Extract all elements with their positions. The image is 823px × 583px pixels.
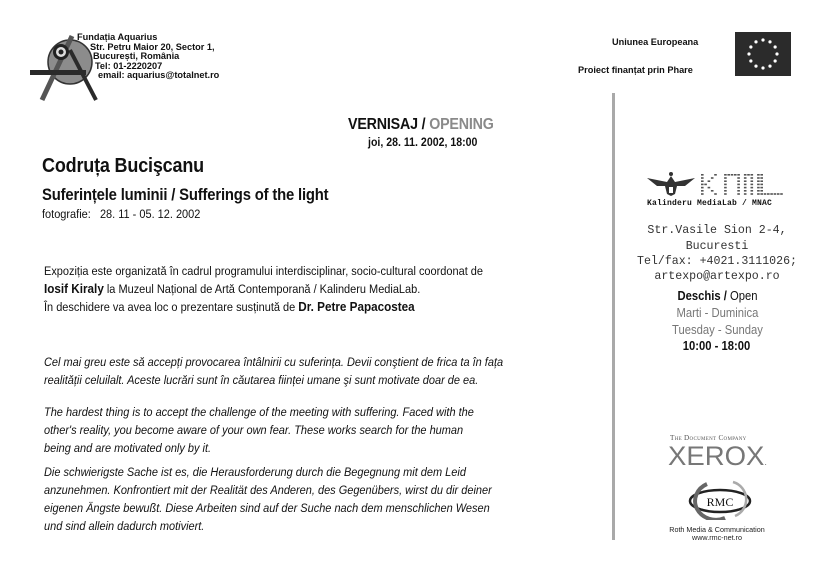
open-hours-text: 10:00 - 18:00 — [683, 339, 751, 353]
kml-logo-dot — [751, 177, 754, 179]
organizer-street: Str. Petru Maior 20, Sector 1, — [90, 41, 215, 52]
vernisaj-label: VERNISAJ / — [348, 116, 426, 133]
kml-logo-dot — [760, 184, 763, 186]
kml-logo-dot — [757, 180, 760, 182]
open-days-ro — [617, 306, 817, 320]
dates-label: fotografie: — [42, 207, 91, 221]
kml-logo-dot — [734, 174, 737, 176]
eu-star — [768, 40, 771, 43]
kml-logo-dot — [737, 193, 740, 195]
kml-logo-dot — [760, 190, 763, 192]
kml-logo-dot — [774, 193, 777, 195]
eu-star — [774, 45, 777, 48]
open-heading — [617, 289, 817, 303]
eu-star — [754, 40, 757, 43]
organizer-city: București, România — [93, 51, 180, 62]
statement-en-line: being and are motivated only by it. — [44, 441, 212, 455]
kml-logo-dot — [760, 177, 763, 179]
kml-logo-dot — [760, 174, 763, 176]
kml-logo-dot — [751, 174, 754, 176]
rmc-company-name: Roth Media & Communication — [669, 525, 765, 534]
presenter-name: Dr. Petre Papacostea — [298, 299, 415, 314]
statement-de-line: eigenen Ängste bewußt. Diese Arbeiten sind auf der Suche nach dem menschlichen Wesen — [44, 501, 490, 515]
kml-logo-dot — [701, 180, 704, 182]
organizer-name: Fundația Aquarius — [77, 32, 158, 42]
eu-star — [761, 38, 764, 41]
venue-email: artexpo@artexpo.ro — [654, 270, 780, 283]
kml-logo-dot — [751, 187, 754, 189]
kml-logo-dot — [747, 174, 750, 176]
intro-line-3 — [44, 298, 483, 316]
open-days-en — [617, 323, 817, 337]
kml-logo-dot — [727, 174, 730, 176]
kml-logo-dot — [760, 187, 763, 189]
intro-paragraph — [44, 262, 483, 316]
open-label-ro: Deschis / — [676, 289, 727, 303]
venue-phone: Tel/fax: +4021.3111026; — [636, 255, 798, 268]
kml-logo-dot — [757, 184, 760, 186]
venue-city: Bucuresti — [685, 240, 749, 253]
kml-logo-dot — [737, 174, 740, 176]
kml-logo-dot — [764, 193, 767, 195]
kml-logo-dot — [711, 177, 714, 179]
kml-logo-dot — [714, 193, 717, 195]
intro-line-1: Expoziția este organizată în cadrul programului interdisciplinar, socio-cultural coordonat de — [44, 264, 483, 278]
rmc-logo-text: RMC — [706, 495, 734, 509]
exhibition-dates — [42, 207, 200, 221]
statement-german — [44, 463, 492, 535]
intro-line-3-text: În deschidere va avea loc o prezentare susținută de — [44, 300, 299, 314]
kml-logo-dot — [701, 190, 704, 192]
kml-logo-dot — [731, 174, 734, 176]
kml-logo-dot — [737, 190, 740, 192]
kml-logo-dot — [744, 193, 747, 195]
eu-flag-icon — [735, 32, 791, 76]
kml-logo-dot — [701, 193, 704, 195]
eu-star — [761, 66, 764, 69]
kml-logo-dot — [724, 174, 727, 176]
venue-street: Str.Vasile Sion 2-4, — [647, 224, 787, 237]
kml-logo-dot — [751, 193, 754, 195]
venue-caption: Kalinderu MediaLab / MNAC — [647, 199, 773, 208]
kml-logo-dot — [744, 187, 747, 189]
kml-logo-dot — [780, 193, 783, 195]
xerox-wordmark: XEROX — [668, 441, 765, 471]
kml-logo-dot — [770, 193, 773, 195]
eu-star — [774, 59, 777, 62]
kml-logo-dot — [724, 187, 727, 189]
kml-logo-dot — [724, 184, 727, 186]
kml-logo-dot — [757, 187, 760, 189]
statement-de-line: Die schwierigste Sache ist es, die Herausforderung durch die Begegnung mit dem Leid — [44, 465, 466, 479]
xerox-registered-mark: . — [764, 457, 767, 467]
rmc-logo — [685, 478, 755, 520]
kml-logo-dot — [744, 174, 747, 176]
opening-label: OPENING — [429, 116, 494, 133]
kml-logo-dot — [724, 177, 727, 179]
kml-logo-dot — [744, 190, 747, 192]
kml-logo-dot — [757, 190, 760, 192]
kml-logo-dot — [737, 177, 740, 179]
kml-logo-dot — [714, 174, 717, 176]
exhibition-title: Suferințele luminii / Sufferings of the light — [42, 186, 329, 204]
kalinderu-medialab-logo — [645, 170, 785, 198]
artist-name: Codruța Bucişcanu — [42, 155, 204, 177]
phare-label: Proiect finanțat prin Phare — [578, 65, 693, 75]
intro-line-2-text: la Muzeul Național de Artă Contemporană / Kalinderu MediaLab. — [103, 282, 421, 296]
open-hours — [617, 339, 817, 353]
vernisaj-heading — [348, 116, 494, 134]
kml-logo-dot — [701, 177, 704, 179]
kml-logo-dot — [701, 187, 704, 189]
xerox-logo — [668, 441, 767, 472]
eu-star — [754, 65, 757, 68]
intro-line-2 — [44, 280, 483, 298]
kml-logo-dot — [760, 180, 763, 182]
rmc-website: www.rmc-net.ro — [692, 533, 742, 542]
kml-logo-dot — [767, 193, 770, 195]
eu-label: Uniunea Europeana — [612, 37, 699, 47]
kml-logo-dot — [751, 184, 754, 186]
statement-romanian — [44, 353, 503, 389]
statement-english — [44, 403, 474, 457]
kml-logo-dot — [737, 184, 740, 186]
kml-logo-dot — [711, 190, 714, 192]
statement-ro-line: realității celuilalt. Aceste lucrări sunt în căutarea ființei umane şi sunt motivate doar de ea. — [44, 373, 479, 387]
eu-star — [749, 59, 752, 62]
kml-logo-dot — [737, 187, 740, 189]
kml-logo-dot — [751, 180, 754, 182]
kml-logo-dot — [760, 193, 763, 195]
kml-logo-dot — [704, 184, 707, 186]
organizer-address — [77, 33, 219, 81]
column-divider — [612, 93, 615, 540]
opening-date: joi, 28. 11. 2002, 18:00 — [368, 137, 478, 149]
kml-logo-dot — [737, 180, 740, 182]
organizer-email: email: aquarius@totalnet.ro — [98, 70, 220, 81]
statement-en-line: other's reality, you become aware of your own fear. These works search for the human — [44, 423, 464, 437]
xerox-tagline: The Document Company — [670, 434, 747, 442]
kml-logo-dot — [701, 184, 704, 186]
organizer-phone: Tel: 01-2220207 — [95, 60, 163, 71]
kml-logo-dot — [724, 190, 727, 192]
kml-logo-dot — [777, 193, 780, 195]
kml-logo-dot — [757, 177, 760, 179]
kml-logo-dot — [708, 187, 711, 189]
kml-logo-dot — [757, 174, 760, 176]
statement-ro-line: Cel mai greu este să accepți provocarea întâlnirii cu suferința. Devii conştient de frica ta în fața — [44, 355, 504, 369]
kml-logo-dot — [724, 193, 727, 195]
dates-value: 28. 11 - 05. 12. 2002 — [99, 207, 201, 221]
kml-logo-dot — [744, 177, 747, 179]
statement-de-line: anzunehmen. Konfrontiert mit der Realität des Anderen, des Gegenübers, wirst du dir deiner — [44, 483, 492, 497]
statement-en-line: The hardest thing is to accept the challenge of the meeting with suffering. Faced with the — [44, 405, 474, 419]
kml-logo-dot — [744, 184, 747, 186]
eu-star — [749, 45, 752, 48]
open-days-ro-text: Marti - Duminica — [676, 306, 758, 320]
kml-logo-dot — [751, 190, 754, 192]
eu-star — [747, 52, 750, 55]
eu-star — [768, 65, 771, 68]
kml-logo-dot — [724, 180, 727, 182]
eu-star — [775, 52, 778, 55]
kml-logo-dot — [701, 174, 704, 176]
kml-logo-dot — [708, 180, 711, 182]
coordinator-name: Iosif Kiraly — [44, 281, 104, 296]
statement-de-line: und sind allein dadurch motiviert. — [44, 519, 205, 533]
open-days-en-text: Tuesday - Sunday — [671, 323, 763, 337]
open-label-en: Open — [726, 289, 758, 303]
kml-logo-dot — [744, 180, 747, 182]
kml-logo-dot — [757, 193, 760, 195]
